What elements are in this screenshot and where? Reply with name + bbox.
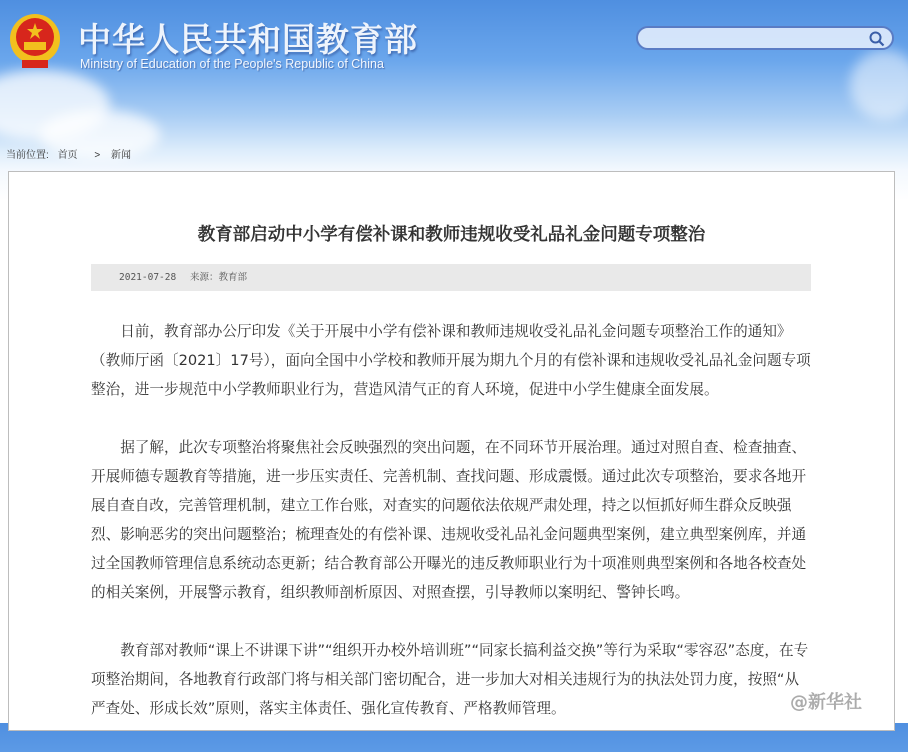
article-meta-bar	[91, 264, 811, 291]
search-box	[636, 26, 894, 50]
weibo-watermark: @新华社	[790, 692, 862, 713]
breadcrumb-home-link[interactable]: 首页	[57, 150, 78, 161]
breadcrumb-separator: >	[94, 150, 101, 161]
dandelion-decoration	[850, 50, 908, 120]
article-paragraph: 教育部对教师“课上不讲课下讲”“组织开办校外培训班”“同家长搞利益交换”等行为采取“零容忍”态度，在专项整治期间，各地教育行政部门将与相关部门密切配合，进一步加大对相关违规行为的执法处罚力度，按照“从严查处、形成长效”原则，落实主体责任、强化宣传教育、严格教师管理。	[91, 642, 809, 717]
search-input[interactable]	[648, 28, 872, 50]
national-emblem-icon	[8, 12, 62, 70]
site-subtitle: Ministry of Education of the People's Republic of China	[80, 57, 384, 71]
article-title: 教育部启动中小学有偿补课和教师违规收受礼品礼金问题专项整治	[197, 225, 706, 245]
article-date: 2021-07-28	[119, 272, 177, 283]
article-paragraph: 据了解，此次专项整治将聚焦社会反映强烈的突出问题，在不同环节开展治理。通过对照自查、检查抽查、开展师德专题教育等措施，进一步压实责任、完善机制、查找问题、形成震慑。通过此次专项整治，要求各地开展自查自改，完善管理机制，建立工作台账，对查实的问题依法依规严肃处理，持之以恒抓好师生群众反映强烈、影响恶劣的突出问题整治；梳理查处的有偿补课、违规收受礼品礼金问题典型案例，建立典型案例库，并通过全国教师管理信息系统动态更新；结合教育部公开曝光的违反教师职业行为十项准则典型案例和各地各校查处的相关案例，开展警示教育，组织教师剖析原因、对照查摆，引导教师以案明纪、警钟长鸣。	[91, 439, 807, 601]
article-source: 来源：教育部	[189, 272, 247, 283]
breadcrumb	[6, 146, 137, 161]
breadcrumb-label: 当前位置:	[6, 150, 49, 161]
article-paragraph: 日前，教育部办公厅印发《关于开展中小学有偿补课和教师违规收受礼品礼金问题专项整治工作的通知》（教师厅函〔2021〕17号），面向全国中小学校和教师开展为期九个月的有偿补课和违规收受礼品礼金问题专项整治，进一步规范中小学教师职业行为，营造风清气正的育人环境，促进中小学生健康全面发展。	[91, 323, 811, 398]
search-icon[interactable]	[868, 30, 886, 48]
breadcrumb-news-link[interactable]: 新闻	[110, 150, 131, 161]
article-container	[8, 171, 895, 731]
site-title: 中华人民共和国教育部	[78, 20, 418, 59]
article-body	[91, 317, 813, 752]
